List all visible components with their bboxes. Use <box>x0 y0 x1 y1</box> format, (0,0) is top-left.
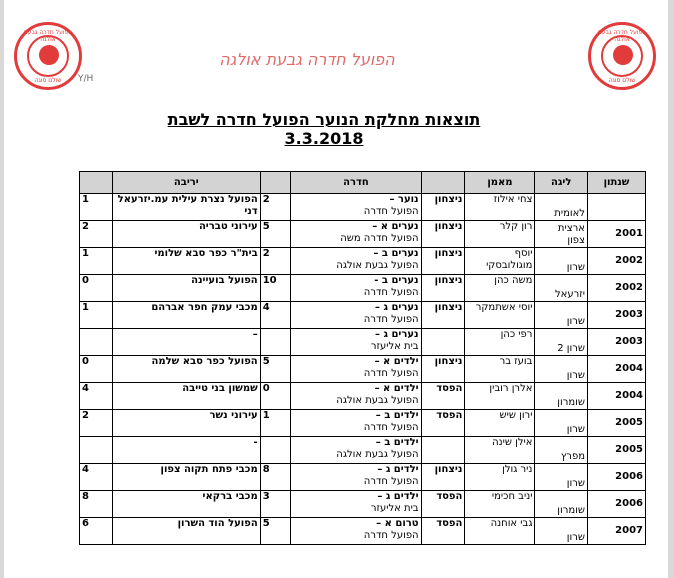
cell-hadera-score: 5 <box>262 518 270 529</box>
table-cell <box>587 410 645 437</box>
table-cell <box>260 437 291 464</box>
table-cell <box>465 221 535 248</box>
table-cell <box>465 356 535 383</box>
cell-opponent-score: 2 <box>82 410 89 421</box>
cell-result: ניצחון <box>434 194 463 205</box>
header-league: ליגה <box>535 172 588 194</box>
cell-result: הפסד <box>436 491 463 502</box>
cell-team: טרום א – <box>376 518 419 529</box>
ball-icon <box>39 45 59 65</box>
cell-team: נערים ג – <box>375 329 419 340</box>
table-cell <box>291 383 421 410</box>
cell-opponent: – <box>252 329 258 340</box>
table-cell <box>260 383 291 410</box>
club-name-header: הפועל חדרה גבעת אולגה <box>219 50 395 69</box>
table-cell <box>535 491 588 518</box>
cell-team-sub: הפועל חדרה <box>363 206 419 217</box>
table-cell <box>112 491 260 518</box>
table-cell <box>465 518 535 545</box>
table-row <box>80 194 646 221</box>
table-cell <box>112 437 260 464</box>
table-cell <box>112 329 260 356</box>
table-cell <box>421 518 465 545</box>
cell-coach: צחי אילוז <box>493 194 533 205</box>
cell-team-sub: הפועל חדרה <box>363 287 419 298</box>
cell-opponent-score: 0 <box>82 275 89 286</box>
cell-result: הפסד <box>436 518 463 529</box>
cell-team: ילדים ג – <box>377 464 419 475</box>
table-cell <box>587 275 645 302</box>
logo-text-bottom-right: שולם סוגה <box>608 77 636 84</box>
table-row <box>80 356 646 383</box>
table-cell <box>260 194 291 221</box>
cell-opponent: - <box>253 437 258 448</box>
cell-opponent: בית"ר כפר סבא שלומי <box>154 248 258 259</box>
cell-league: שרון <box>566 532 585 543</box>
table-cell <box>291 329 421 356</box>
cell-hadera-score: 1 <box>262 410 270 421</box>
cell-hadera-score: 5 <box>262 221 270 232</box>
table-cell <box>535 410 588 437</box>
table-cell <box>465 491 535 518</box>
table-cell <box>80 302 113 329</box>
table-cell <box>465 410 535 437</box>
header-hadera-score <box>260 172 291 194</box>
cell-league: שרון <box>566 370 585 381</box>
table-cell <box>421 275 465 302</box>
table-cell <box>587 464 645 491</box>
cell-hadera-score: 5 <box>262 356 270 367</box>
cell-opponent-score: 4 <box>82 464 89 475</box>
table-cell <box>535 302 588 329</box>
cell-opponent-score: 1 <box>82 194 89 205</box>
table-cell <box>465 464 535 491</box>
table-cell <box>291 302 421 329</box>
table-row <box>80 248 646 275</box>
table-cell <box>587 221 645 248</box>
table-header-row <box>80 172 646 194</box>
cell-year: 2004 <box>615 390 643 401</box>
table-cell <box>587 248 645 275</box>
table-cell <box>421 464 465 491</box>
table-cell <box>421 329 465 356</box>
cell-team: ילדים א – <box>374 356 419 367</box>
cell-team: נערים ג – <box>375 302 419 313</box>
table-cell <box>291 518 421 545</box>
table-cell <box>80 194 113 221</box>
cell-league: שרון <box>566 424 585 435</box>
cell-league: שומרון <box>557 397 585 408</box>
vh-mark: Y/H <box>78 74 94 84</box>
table-cell <box>465 329 535 356</box>
cell-team-sub: הפועל חדרה <box>363 368 419 379</box>
table-cell <box>291 464 421 491</box>
table-cell <box>260 329 291 356</box>
cell-hadera-score: 10 <box>262 275 277 286</box>
cell-opponent: מכבי ברקאי <box>202 491 258 502</box>
table-cell <box>80 221 113 248</box>
cell-opponent-score: 2 <box>82 221 89 232</box>
table-cell <box>260 518 291 545</box>
cell-team: ילדים ב – <box>375 410 419 421</box>
table-cell <box>535 248 588 275</box>
table-cell <box>465 302 535 329</box>
cell-coach: יוסי אשתמקר <box>475 302 533 313</box>
cell-opponent-score: 4 <box>82 383 89 394</box>
cell-league: יזרעאל <box>555 289 585 300</box>
cell-team-sub: הפועל חדרה <box>363 314 419 325</box>
cell-opponent-score: 1 <box>82 248 89 259</box>
cell-team: ילדים ג – <box>377 491 419 502</box>
cell-team-sub: הפועל גבעת אולגה <box>336 395 419 406</box>
table-cell <box>112 464 260 491</box>
table-cell <box>260 275 291 302</box>
table-row <box>80 464 646 491</box>
header-coach: מאמן <box>465 172 535 194</box>
header-result <box>421 172 465 194</box>
table-cell <box>465 437 535 464</box>
cell-year: 2006 <box>615 498 643 509</box>
table-cell <box>112 383 260 410</box>
table-cell <box>260 410 291 437</box>
table-cell <box>112 221 260 248</box>
cell-league: שומרון <box>557 505 585 516</box>
table-cell <box>260 356 291 383</box>
cell-league: שרון 2 <box>557 343 585 354</box>
table-cell <box>535 518 588 545</box>
table-cell <box>80 383 113 410</box>
cell-league: ארצית צפון <box>557 223 585 246</box>
cell-result: ניצחון <box>434 248 463 259</box>
document-title: תוצאות מחלקת הנוער הפועל חדרה לשבת 3.3.2018 <box>167 110 481 148</box>
cell-year: 2004 <box>615 363 643 374</box>
cell-opponent-score: 1 <box>82 302 89 313</box>
table-cell <box>291 194 421 221</box>
cell-coach: יוסף מוגולובסקי <box>486 248 533 271</box>
table-cell <box>260 248 291 275</box>
cell-team: נערים א – <box>372 221 419 232</box>
cell-team: נערים ב – <box>373 248 419 259</box>
table-cell <box>291 410 421 437</box>
cell-year: 2003 <box>615 336 643 347</box>
table-cell <box>80 518 113 545</box>
cell-team-sub: הפועל גבעת אולגה <box>336 260 419 271</box>
cell-hadera-score: 8 <box>262 464 270 475</box>
cell-year: 2003 <box>615 309 643 320</box>
header-opponent: יריבה <box>112 172 260 194</box>
table-cell <box>291 356 421 383</box>
table-cell <box>80 356 113 383</box>
table-row <box>80 518 646 545</box>
cell-year: 2005 <box>615 444 643 455</box>
cell-opponent-score: 8 <box>82 491 89 502</box>
table-cell <box>421 356 465 383</box>
cell-coach: גבי אוחנה <box>490 518 533 529</box>
table-cell <box>421 491 465 518</box>
table-cell <box>421 383 465 410</box>
table-cell <box>112 410 260 437</box>
cell-opponent: עירוני טבריה <box>198 221 258 232</box>
table-cell <box>587 302 645 329</box>
cell-result: הפסד <box>436 410 463 421</box>
table-cell <box>535 464 588 491</box>
cell-team-sub: הפועל גבעת אולגה <box>336 449 419 460</box>
table-cell <box>421 437 465 464</box>
table-cell <box>112 302 260 329</box>
table-cell <box>535 437 588 464</box>
table-cell <box>587 437 645 464</box>
cell-result: ניצחון <box>434 275 463 286</box>
table-cell <box>291 437 421 464</box>
cell-coach: משה כהן <box>494 275 533 286</box>
cell-league: שרון <box>566 262 585 273</box>
ball-icon <box>613 45 633 65</box>
cell-opponent-score: 0 <box>82 356 89 367</box>
table-cell <box>421 410 465 437</box>
cell-team-sub: הפועל חדרה <box>363 530 419 541</box>
cell-year: 2001 <box>615 228 643 239</box>
cell-hadera-score: 2 <box>262 248 270 259</box>
cell-opponent: הפועל בועיינה <box>191 275 258 286</box>
cell-team-sub: הפועל חדרה <box>363 422 419 433</box>
logo-text-left: הפועל חדרה גבעת אולגה <box>23 29 73 43</box>
table-cell <box>587 194 645 221</box>
cell-team: ילדים א – <box>374 383 419 394</box>
cell-opponent-score: 6 <box>82 518 89 529</box>
cell-opponent: מכבי פתח תקוה צפון <box>160 464 258 475</box>
cell-coach: אילן שינה <box>492 437 533 448</box>
table-cell <box>80 437 113 464</box>
table-row <box>80 221 646 248</box>
table-cell <box>465 194 535 221</box>
cell-team-sub: הפועל חדרה <box>363 476 419 487</box>
cell-coach: יניב חכימי <box>491 491 533 502</box>
cell-coach: בועז בר <box>499 356 533 367</box>
cell-opponent: הפועל נצרת עילית עמ.יזרעאל דני <box>117 194 258 217</box>
cell-coach: רפי כהן <box>500 329 533 340</box>
cell-year: 2005 <box>615 417 643 428</box>
cell-year: 2007 <box>615 525 643 536</box>
cell-year: 2002 <box>615 255 643 266</box>
table-cell <box>421 248 465 275</box>
cell-hadera-score: 2 <box>262 194 270 205</box>
table-cell <box>535 329 588 356</box>
cell-result: הפסד <box>436 383 463 394</box>
cell-result: ניצחון <box>434 356 463 367</box>
cell-opponent: שמשון בני טייבה <box>182 383 258 394</box>
table-cell <box>587 518 645 545</box>
table-cell <box>587 383 645 410</box>
table-cell <box>535 275 588 302</box>
table-row <box>80 491 646 518</box>
cell-team: ילדים ב – <box>375 437 419 448</box>
cell-hadera-score: 3 <box>262 491 270 502</box>
cell-result: ניצחון <box>434 302 463 313</box>
cell-league: שרון <box>566 316 585 327</box>
table-row <box>80 383 646 410</box>
header-hadera: חדרה <box>291 172 421 194</box>
cell-result: ניצחון <box>434 221 463 232</box>
cell-year: 2002 <box>615 282 643 293</box>
table-cell <box>291 275 421 302</box>
cell-league: שרון <box>566 478 585 489</box>
table-cell <box>80 275 113 302</box>
table-cell <box>421 221 465 248</box>
results-table <box>79 171 646 545</box>
table-cell <box>421 194 465 221</box>
cell-coach: ניר גולן <box>502 464 533 475</box>
cell-team: נוער – <box>389 194 419 205</box>
table-cell <box>587 491 645 518</box>
cell-league: לאומית <box>554 208 585 219</box>
cell-coach: רון קלר <box>499 221 533 232</box>
table-cell <box>112 275 260 302</box>
table-cell <box>80 329 113 356</box>
table-cell <box>421 302 465 329</box>
table-row <box>80 410 646 437</box>
table-cell <box>291 491 421 518</box>
table-cell <box>465 248 535 275</box>
logo-text-bottom-left: שולם סוגה <box>34 77 62 84</box>
cell-league: מפרץ <box>560 451 585 462</box>
table-row <box>80 329 646 356</box>
header-opponent-score <box>80 172 113 194</box>
table-cell <box>80 464 113 491</box>
cell-year: 2006 <box>615 471 643 482</box>
table-cell <box>112 194 260 221</box>
cell-hadera-score: 4 <box>262 302 270 313</box>
table-cell <box>80 248 113 275</box>
cell-coach: אלרן רובין <box>489 383 533 394</box>
table-cell <box>260 464 291 491</box>
table-cell <box>112 248 260 275</box>
cell-result: ניצחון <box>434 464 463 475</box>
logo-text-right: הפועל חדרה גבעת אולגה <box>597 29 647 43</box>
table-cell <box>80 410 113 437</box>
cell-opponent: עירוני נשר <box>209 410 258 421</box>
cell-coach: ירון שיש <box>499 410 533 421</box>
cell-hadera-score: 0 <box>262 383 270 394</box>
table-cell <box>587 356 645 383</box>
table-cell <box>535 194 588 221</box>
cell-team: נערים ב - <box>374 275 419 286</box>
club-logo-right <box>588 22 656 90</box>
table-row <box>80 437 646 464</box>
cell-opponent: הפועל כפר סבא שלמה <box>151 356 258 367</box>
cell-opponent: מכבי עמק חפר אברהם <box>151 302 258 313</box>
cell-team-sub: בית אליעזר <box>370 503 419 514</box>
table-cell <box>112 356 260 383</box>
table-cell <box>80 491 113 518</box>
cell-team-sub: בית אליעזר <box>370 341 419 352</box>
table-cell <box>465 383 535 410</box>
table-cell <box>465 275 535 302</box>
table-cell <box>260 302 291 329</box>
table-row <box>80 275 646 302</box>
table-cell <box>535 221 588 248</box>
header-year: שנתון <box>587 172 645 194</box>
table-cell <box>260 491 291 518</box>
table-cell <box>291 221 421 248</box>
table-cell <box>535 356 588 383</box>
table-cell <box>587 329 645 356</box>
table-row <box>80 302 646 329</box>
table-cell <box>535 383 588 410</box>
club-logo-left <box>14 22 82 90</box>
table-cell <box>112 518 260 545</box>
table-cell <box>291 248 421 275</box>
cell-team-sub: הפועל חדרה משה <box>340 233 419 244</box>
table-cell <box>260 221 291 248</box>
cell-opponent: הפועל הוד השרון <box>177 518 258 529</box>
